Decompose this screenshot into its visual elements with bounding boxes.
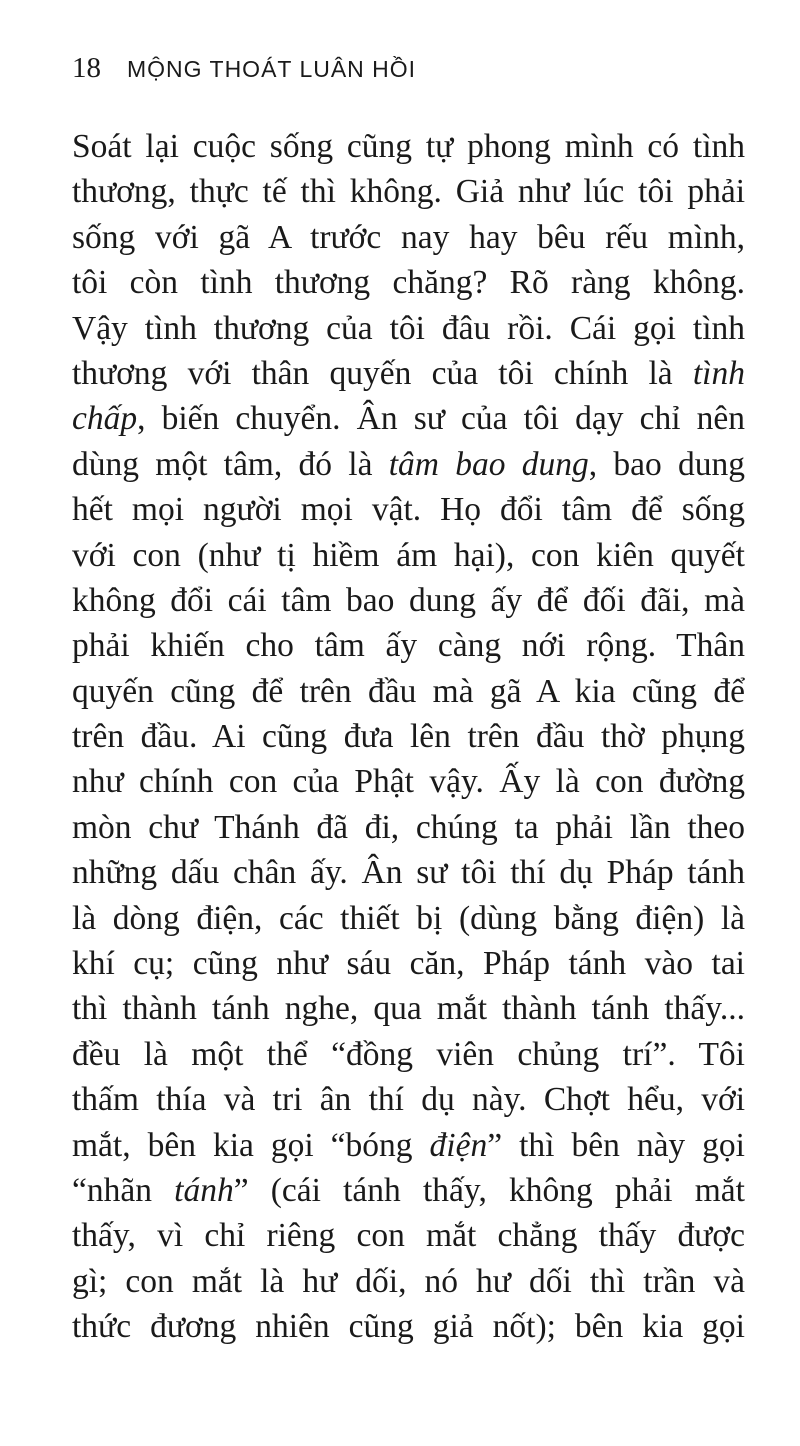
text-segment: khí cụ; cũng như sáu căn, Pháp tánh vào tai bbox=[72, 945, 745, 983]
text-line bbox=[72, 306, 745, 351]
text-line bbox=[72, 1259, 745, 1304]
italic-phrase: tình bbox=[692, 354, 745, 392]
text-line bbox=[72, 805, 745, 850]
text-segment: ” (cái tánh thấy, không phải mắt bbox=[233, 1171, 745, 1209]
text-line bbox=[72, 260, 745, 305]
text-line bbox=[72, 669, 745, 714]
text-segment: những dấu chân ấy. Ân sư tôi thí dụ Pháp tánh bbox=[72, 854, 745, 892]
text-segment: với con (như tị hiềm ám hại), con kiên quyết bbox=[72, 536, 745, 574]
text-line bbox=[72, 759, 745, 804]
text-line bbox=[72, 442, 745, 487]
text-line bbox=[72, 215, 745, 260]
text-segment: như chính con của Phật vậy. Ấy là con đường bbox=[72, 763, 745, 801]
italic-phrase: chấp bbox=[72, 400, 138, 438]
text-line bbox=[72, 169, 745, 214]
italic-phrase: điện bbox=[429, 1126, 488, 1164]
text-segment: ” thì bên này gọi bbox=[487, 1126, 745, 1164]
text-segment: thì thành tánh nghe, qua mắt thành tánh thấy... bbox=[72, 990, 745, 1028]
text-segment: không đổi cái tâm bao dung ấy để đối đãi, mà bbox=[72, 581, 745, 619]
text-line bbox=[72, 351, 745, 396]
text-segment: trên đầu. Ai cũng đưa lên trên đầu thờ phụng bbox=[72, 718, 745, 756]
text-line bbox=[72, 896, 745, 941]
text-line bbox=[72, 986, 745, 1031]
text-segment: là dòng điện, các thiết bị (dùng bằng điện) là bbox=[72, 899, 745, 937]
text-line bbox=[72, 124, 745, 169]
text-segment: dùng một tâm, đó là bbox=[72, 445, 389, 483]
text-line bbox=[72, 396, 745, 441]
italic-phrase: tâm bao dung bbox=[388, 445, 589, 483]
text-line bbox=[72, 941, 745, 986]
text-line bbox=[72, 578, 745, 623]
text-segment: thương, thực tế thì không. Giả như lúc tôi phải bbox=[72, 173, 745, 211]
text-line bbox=[72, 1123, 745, 1168]
text-line bbox=[72, 487, 745, 532]
text-segment: Soát lại cuộc sống cũng tự phong mình có tình bbox=[72, 128, 745, 165]
italic-phrase: tánh bbox=[174, 1171, 234, 1209]
text-segment: thấm thía và tri ân thí dụ này. Chợt hểu, với bbox=[72, 1081, 745, 1119]
text-line bbox=[72, 1032, 745, 1077]
text-line bbox=[72, 533, 745, 578]
text-segment: thấy, vì chỉ riêng con mắt chẳng thấy được bbox=[72, 1217, 745, 1255]
text-line bbox=[72, 1077, 745, 1122]
text-segment: mòn chư Thánh đã đi, chúng ta phải lần theo bbox=[72, 808, 745, 846]
text-segment: hết mọi người mọi vật. Họ đổi tâm để sống bbox=[72, 491, 745, 529]
text-segment: thức đương nhiên cũng giả nốt); bên kia gọi bbox=[72, 1308, 745, 1346]
text-segment: tôi còn tình thương chăng? Rõ ràng không. bbox=[72, 264, 745, 302]
running-header bbox=[72, 52, 752, 92]
text-segment: “nhãn bbox=[72, 1171, 175, 1209]
body-text bbox=[72, 124, 745, 1350]
text-line bbox=[72, 1304, 745, 1349]
text-segment: , biến chuyển. Ân sư của tôi dạy chỉ nên bbox=[137, 400, 745, 438]
text-segment: mắt, bên kia gọi “bóng bbox=[72, 1126, 430, 1164]
text-segment: đều là một thể “đồng viên chủng trí”. Tôi bbox=[72, 1035, 745, 1073]
text-line bbox=[72, 850, 745, 895]
text-segment: Vậy tình thương của tôi đâu rồi. Cái gọi tình bbox=[72, 309, 745, 347]
text-segment: phải khiến cho tâm ấy càng nới rộng. Thân bbox=[72, 627, 745, 665]
text-line bbox=[72, 714, 745, 759]
page-number: 18 bbox=[72, 52, 101, 84]
text-line bbox=[72, 1213, 745, 1258]
text-segment: quyến cũng để trên đầu mà gã A kia cũng để bbox=[72, 672, 745, 710]
text-segment: sống với gã A trước nay hay bêu rếu mình, bbox=[72, 218, 745, 256]
text-line bbox=[72, 623, 745, 668]
text-segment: thương với thân quyến của tôi chính là bbox=[72, 354, 693, 392]
text-segment: , bao dung bbox=[588, 445, 745, 483]
book-title: MỘNG THOÁT LUÂN HỒI bbox=[127, 56, 417, 82]
text-segment: gì; con mắt là hư dối, nó hư dối thì trần và bbox=[72, 1262, 745, 1300]
text-line bbox=[72, 1168, 745, 1213]
